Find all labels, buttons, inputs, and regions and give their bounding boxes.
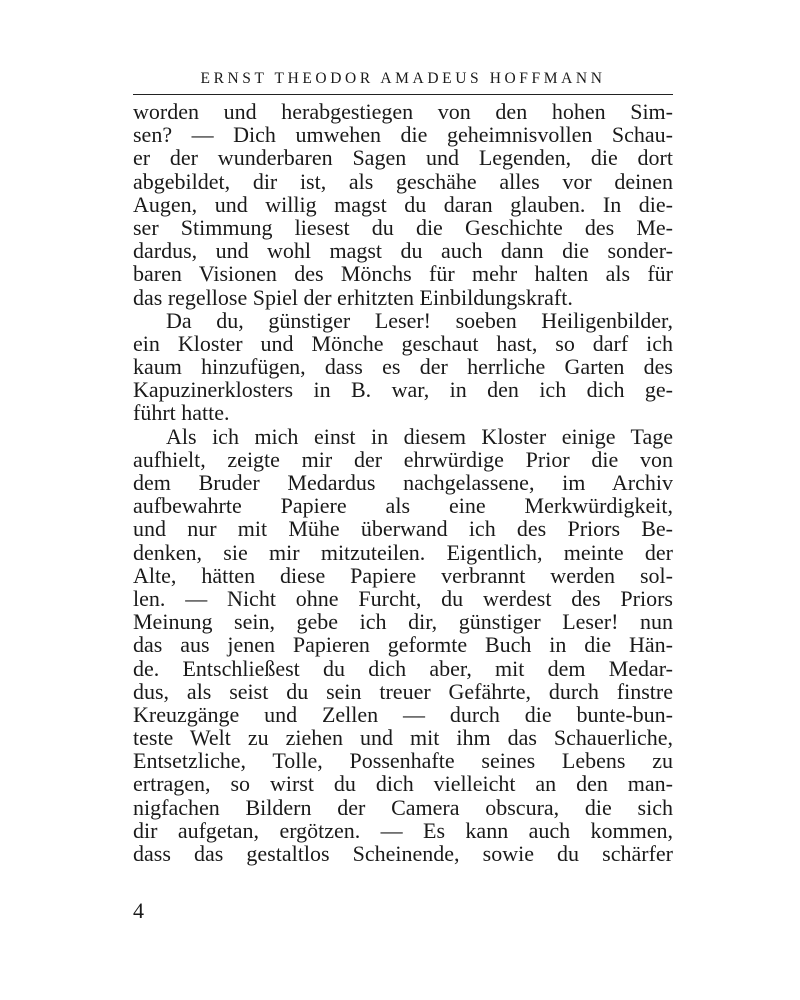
text-line: das aus jenen Papieren geformte Buch in die Hän- (133, 632, 673, 658)
text-line: Als ich mich einst in diesem Kloster einige Tage (166, 423, 673, 449)
body-text (133, 100, 673, 865)
text-line: Da du, günstiger Leser! soeben Heiligenbilder, (166, 307, 673, 333)
text-line: ein Kloster und Mönche geschaut hast, so darf ich (133, 330, 673, 356)
text-line: Augen, und willig magst du daran glauben. In die- (133, 191, 673, 217)
text-line: und nur mit Mühe überwand ich des Priors Be- (133, 516, 673, 542)
text-line: denken, sie mir mitzuteilen. Eigentlich, meinte der (133, 539, 673, 565)
text-line: Kreuzgänge und Zellen — durch die bunte-bun- (133, 701, 673, 727)
text-line: worden und herabgestiegen von den hohen Sim- (133, 99, 673, 124)
page-number: 4 (133, 898, 144, 923)
text-line: kaum hinzufügen, dass es der herrliche Garten des (133, 354, 673, 380)
text-line: nigfachen Bildern der Camera obscura, die sich (133, 794, 673, 820)
running-head: ERNST THEODOR AMADEUS HOFFMANN (133, 68, 673, 95)
text-line: dir aufgetan, ergötzen. — Es kann auch kommen, (133, 817, 673, 843)
book-page (133, 68, 673, 865)
text-line: Entsetzliche, Tolle, Possenhafte seines Lebens zu (133, 748, 673, 774)
text-line: Kapuzinerklosters in B. war, in den ich dich ge- (133, 377, 673, 403)
text-line: len. — Nicht ohne Furcht, du werdest des Priors (133, 585, 673, 611)
text-line: dus, als seist du sein treuer Gefährte, durch finstre (133, 678, 673, 704)
text-line: teste Welt zu ziehen und mit ihm das Schauerliche, (133, 725, 673, 751)
text-line: er der wunderbaren Sagen und Legenden, die dort (133, 145, 673, 171)
text-line: ser Stimmung liesest du die Geschichte des Me- (133, 214, 673, 240)
text-line: abgebildet, dir ist, als geschähe alles vor deinen (133, 168, 673, 194)
text-line: aufbewahrte Papiere als eine Merkwürdigkeit, (133, 493, 673, 519)
text-line: Meinung sein, gebe ich dir, günstiger Leser! nun (133, 609, 673, 635)
text-line: aufhielt, zeigte mir der ehrwürdige Prior die von (133, 446, 673, 472)
text-line: führt hatte. (133, 400, 230, 426)
text-line: sen? — Dich umwehen die geheimnisvollen Schau- (133, 122, 673, 148)
text-line: baren Visionen des Mönchs für mehr halten als für (133, 261, 673, 287)
text-line: ertragen, so wirst du dich vielleicht an den man- (133, 771, 673, 797)
text-line: Alte, hätten diese Papiere verbrannt werden sol- (133, 562, 673, 588)
text-line: dardus, und wohl magst du auch dann die sonder- (133, 238, 673, 264)
text-line: das regellose Spiel der erhitzten Einbildungskraft. (133, 284, 573, 310)
text-line: dem Bruder Medardus nachgelassene, im Archiv (133, 470, 673, 495)
text-line: dass das gestaltlos Scheinende, sowie du schärfer (133, 841, 673, 866)
text-line: de. Entschließest du dich aber, mit dem Medar- (133, 655, 673, 681)
